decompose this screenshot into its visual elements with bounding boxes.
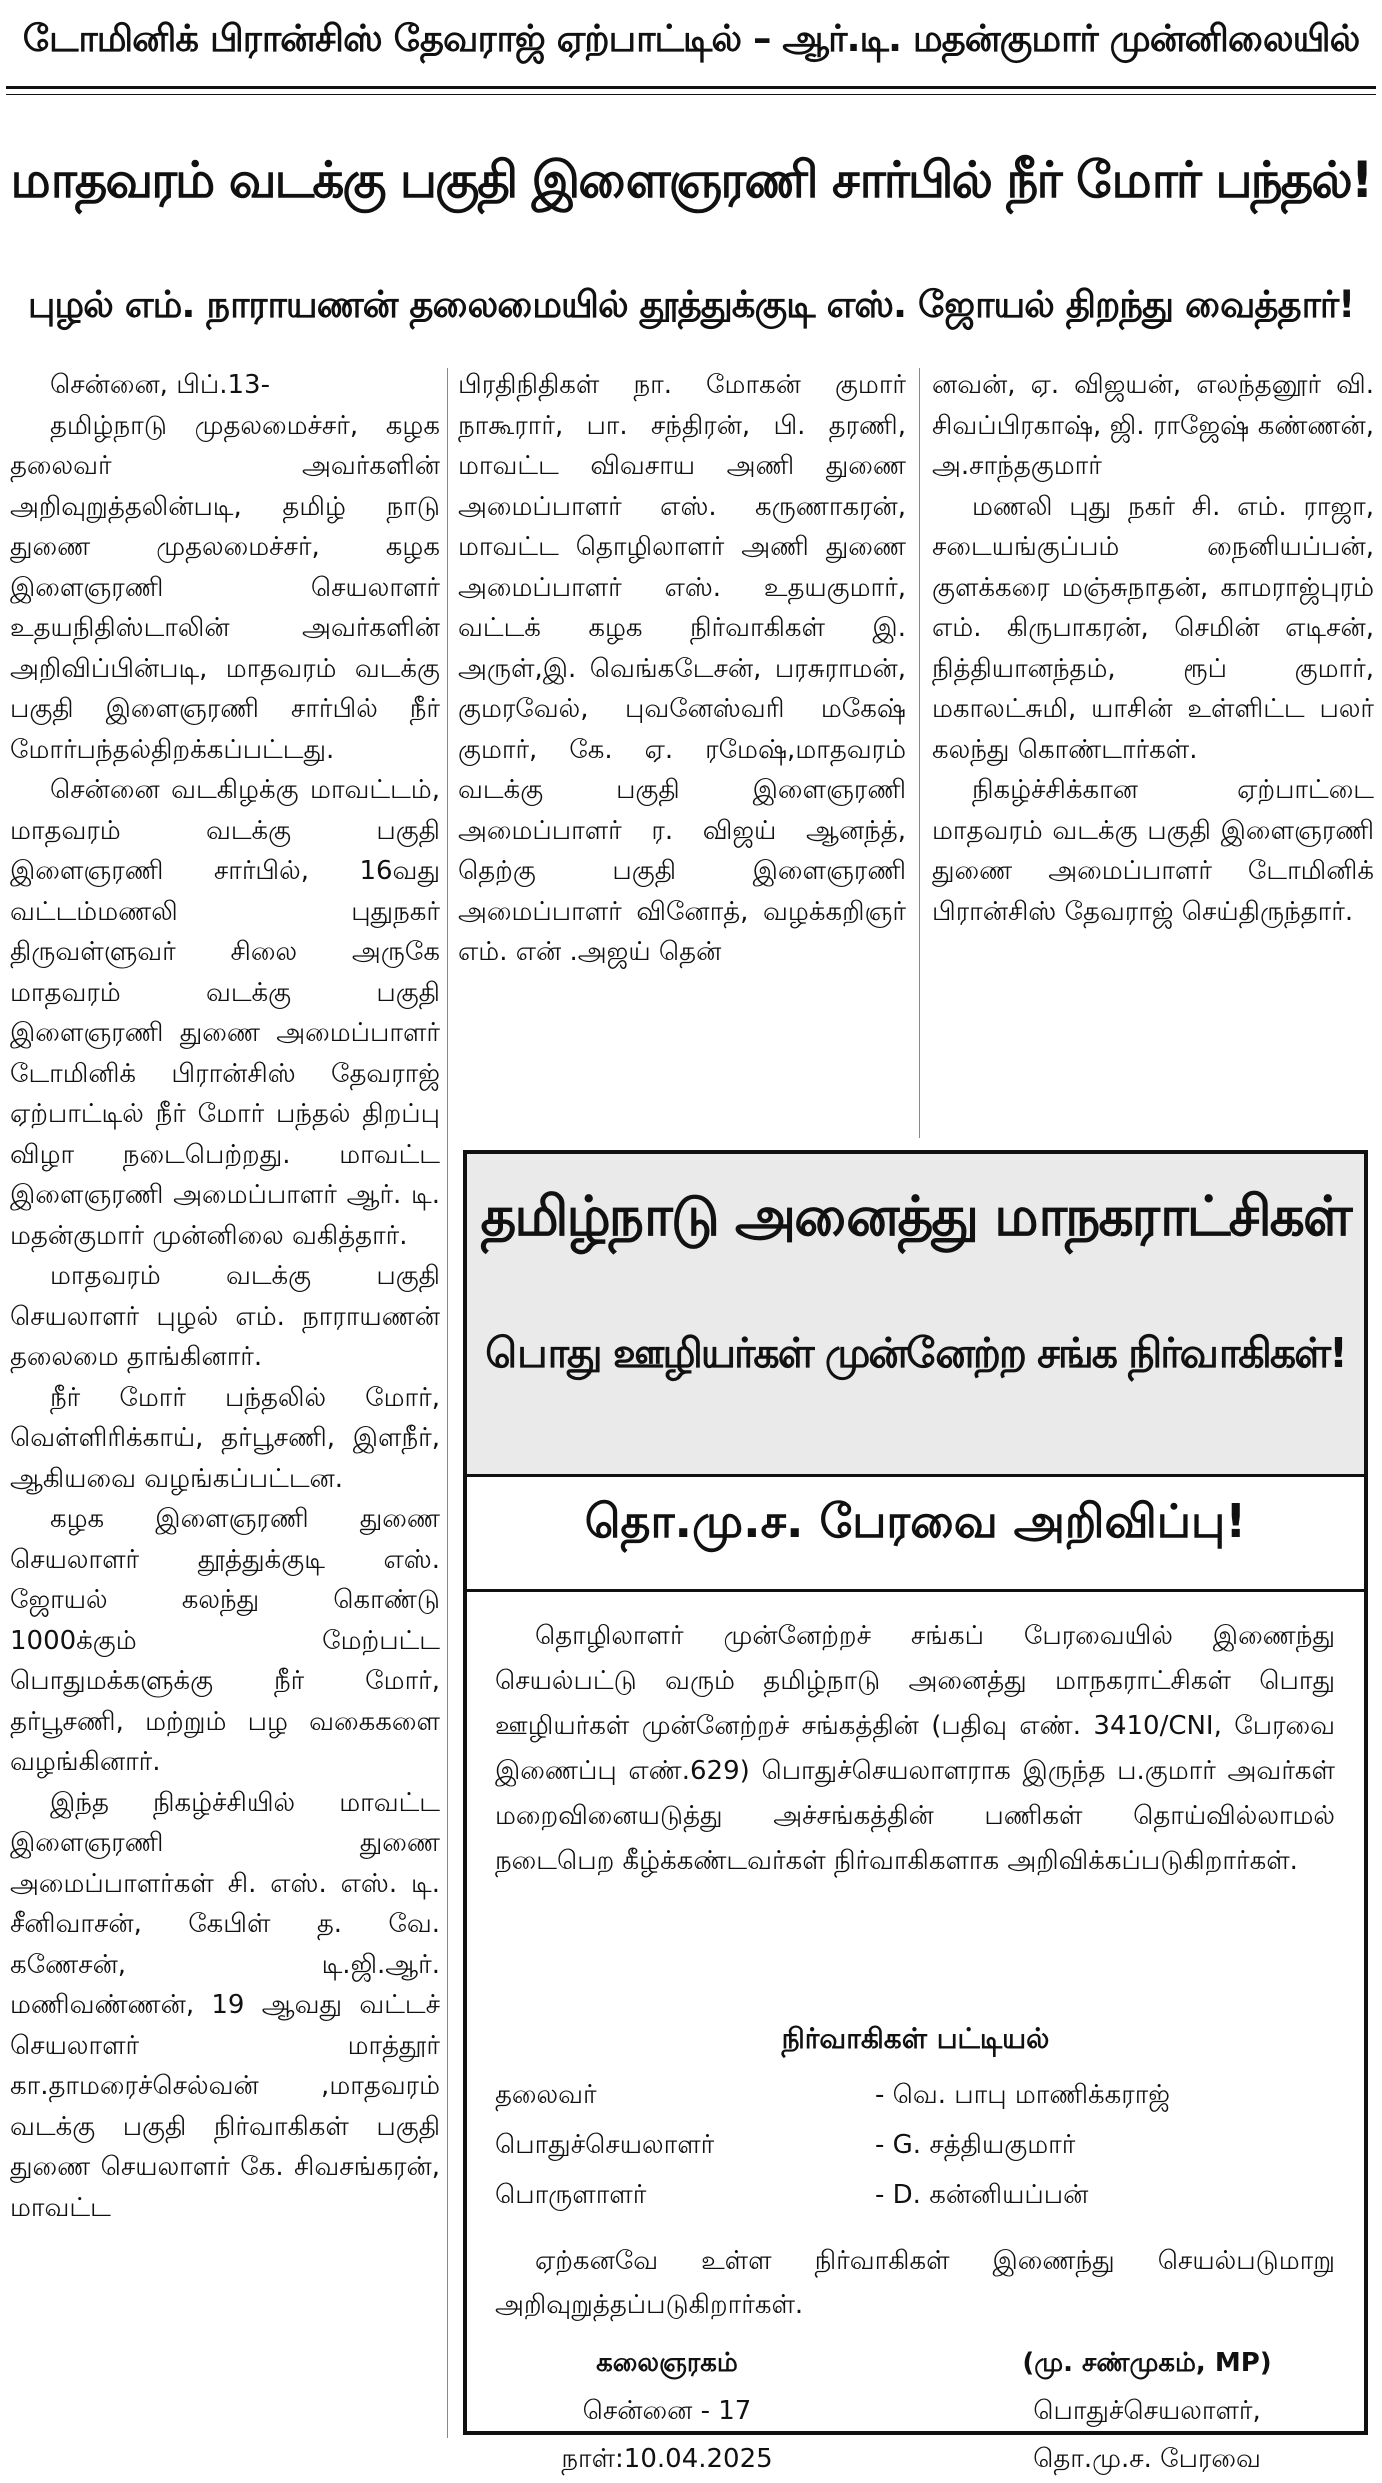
notice-date: நாள்:10.04.2025: [561, 2444, 773, 2474]
paragraph: கழக இளைஞரணி துணை செயலாளர் தூத்துக்குடி எஸ். ஜோயல் கலந்து கொண்டு 1000க்கும் மேற்பட்ட பொதுமக்களுக்கு நீர் மோர், தர்பூசணி, மற்றும் பழ வகைகளை வழங்கினார்.: [10, 1504, 440, 1777]
officers-list: [495, 2074, 1335, 2224]
notice-body: [495, 1614, 1335, 1884]
closing-paragraph: ஏற்கனவே உள்ள நிர்வாகிகள் இணைந்து செயல்படுமாறு அறிவுறுத்தப்படுகிறார்கள்.: [495, 2246, 1335, 2320]
officer-role: பொதுச்செயலாளர்: [495, 2130, 715, 2160]
notice-box: [463, 1150, 1368, 2474]
officer-row: [495, 2074, 1335, 2124]
officer-name: - D. கன்னியப்பன்: [875, 2180, 1089, 2210]
paragraph: மாதவரம் வடக்கு பகுதி செயலாளர் புழல் எம். நாராயணன் தலைமை தாங்கினார்.: [10, 1261, 440, 1372]
paragraph: தமிழ்நாடு முதலமைச்சர், கழக தலைவர் அவர்களின் அறிவுறுத்தலின்படி, தமிழ் நாடு துணை முதலமைச்சர், கழக இளைஞரணி செயலாளர் உதயநிதிஸ்டாலின் அவர்களின் அறிவிப்பின்படி, மாதவரம் வடக்கு பகுதி இளைஞரணி சார்பில் நீர் மோர்பந்தல்திறக்கப்பட்டது.: [10, 410, 440, 765]
dateline: சென்னை, பிப்.13-: [50, 370, 270, 400]
officer-row: [495, 2174, 1335, 2224]
subheadline: புழல் எம். நாராயணன் தலைமையில் தூத்துக்குடி எஸ். ஜோயல் திறந்து வைத்தார்!: [27, 283, 1355, 326]
signature-left: [487, 2339, 847, 2483]
headline: மாதவரம் வடக்கு பகுதி இளைஞரணி சார்பில் நீர் மோர் பந்தல்!: [10, 150, 1372, 209]
office-name: கலைஞரகம்: [596, 2348, 738, 2378]
signature-right: [967, 2339, 1327, 2483]
notice-paragraph: தொழிலாளர் முன்னேற்றச் சங்கப் பேரவையில் இணைந்து செயல்பட்டு வரும் தமிழ்நாடு அனைத்து மாநகராட்சிகள் பொது ஊழியர்கள் முன்னேற்றச் சங்கத்தின் (பதிவு எண். 3410/CNI, பேரவை இணைப்பு எண்.629) பொதுச்செயலாளராக இருந்த ப.குமார் அவர்கள் மறைவினையடுத்து அச்சங்கத்தின் பணிகள் தொய்வில்லாமல் நடைபெற கீழ்க்கண்டவர்கள் நிர்வாகிகளாக அறிவிக்கப்படுகிறார்கள்.: [495, 1621, 1335, 1876]
top-rule: [6, 86, 1376, 89]
paragraph: நீர் மோர் பந்தலில் மோர், வெள்ளிரிக்காய், தர்பூசணி, இளநீர், ஆகியவை வழங்கப்பட்டன.: [10, 1382, 440, 1494]
signatory-org: தொ.மு.ச. பேரவை: [1033, 2444, 1261, 2474]
paragraph: னவன், ஏ. விஜயன், எலந்தனூர் வி. சிவப்பிரகாஷ், ஜி. ராஜேஷ் கண்ணன், அ.சாந்தகுமார்: [932, 370, 1374, 481]
office-city: சென்னை - 17: [582, 2396, 752, 2426]
officer-role: பொருளாளர்: [495, 2180, 647, 2210]
column-divider: [919, 368, 920, 1138]
column-divider: [447, 368, 448, 2438]
officer-role: தலைவர்: [495, 2080, 597, 2110]
notice-title-1: தமிழ்நாடு அனைத்து மாநகராட்சிகள்: [480, 1184, 1351, 1248]
paragraph: இந்த நிகழ்ச்சியில் மாவட்ட இளைஞரணி துணை அமைப்பாளர்கள் சி. எஸ். எஸ். டி. சீனிவாசன், கேபிள் த. வே. கணேசன், டி.ஜி.ஆர். மணிவண்ணன், 19 ஆவது வட்டச் செயலாளர் மாத்தூர் கா.தாமரைச்செல்வன் ,மாதவரம் வடக்கு பகுதி நிர்வாகிகள் பகுதி துணை செயலாளர் கே. சிவசங்கரன், மாவட்ட: [10, 1787, 440, 2223]
article-column-2: [458, 365, 906, 973]
officers-list-title: நிர்வாகிகள் பட்டியல்: [781, 2022, 1050, 2055]
notice-title-3: தொ.மு.ச. பேரவை அறிவிப்பு!: [584, 1494, 1247, 1548]
notice-header: [467, 1154, 1364, 1477]
signatory-name: (மு. சண்முகம், MP): [1022, 2348, 1272, 2378]
top-rule-thin: [6, 94, 1376, 95]
article-column-1: [10, 365, 440, 2228]
notice-title-2: பொது ஊழியர்கள் முன்னேற்ற சங்க நிர்வாகிகள்!: [485, 1329, 1346, 1377]
paragraph: சென்னை வடகிழக்கு மாவட்டம், மாதவரம் வடக்கு பகுதி இளைஞரணி சார்பில், 16வது வட்டம்மணலி புதுநகர் திருவள்ளுவர் சிலை அருகே மாதவரம் வடக்கு பகுதி இளைஞரணி துணை அமைப்பாளர் டோமினிக் பிரான்சிஸ் தேவராஜ் ஏற்பாட்டில் நீர் மோர் பந்தல் திறப்பு விழா நடைபெற்றது. மாவட்ட இளைஞரணி அமைப்பாளர் ஆர். டி. மதன்குமார் முன்னிலை வகித்தார்.: [10, 775, 440, 1251]
paragraph: மணலி புது நகர் சி. எம். ராஜா, சடையங்குப்பம் நைனியப்பன், குளக்கரை மஞ்சுநாதன், காமராஜ்புரம் எம். கிருபாகரன், செமின் எடிசன், நித்தியானந்தம், ரூப் குமார், மகாலட்சுமி, யாசின் உள்ளிட்ட பலர் கலந்து கொண்டார்கள்.: [932, 491, 1374, 765]
officer-row: [495, 2124, 1335, 2174]
signatory-title: பொதுச்செயலாளர்,: [1033, 2396, 1261, 2426]
notice-closing: [495, 2239, 1335, 2327]
officer-name: - வெ. பாபு மாணிக்கராஜ்: [875, 2080, 1170, 2110]
paragraph: நிகழ்ச்சிக்கான ஏற்பாட்டை மாதவரம் வடக்கு பகுதி இளைஞரணி துணை அமைப்பாளர் டோமினிக் பிரான்சிஸ் தேவராஜ் செய்திருந்தார்.: [932, 775, 1374, 927]
kicker-line: டோமினிக் பிரான்சிஸ் தேவராஜ் ஏற்பாட்டில் – ஆர்.டி. மதன்குமார் முன்னிலையில்: [22, 17, 1360, 60]
article-column-3: [932, 365, 1374, 932]
paragraph: பிரதிநிதிகள் நா. மோகன் குமார் நாகூரார், பா. சந்திரன், பி. தரணி, மாவட்ட விவசாய அணி துணை அமைப்பாளர் எஸ். கருணாகரன், மாவட்ட தொழிலாளர் அணி துணை அமைப்பாளர் எஸ். உதயகுமார், வட்டக் கழக நிர்வாகிகள் இ. அருள்,இ. வெங்கடேசன், பரசுராமன், குமரவேல், புவனேஸ்வரி மகேஷ் குமார், கே. ஏ. ரமேஷ்,மாதவரம் வடக்கு பகுதி இளைஞரணி அமைப்பாளர் ர. விஜய் ஆனந்த், தெற்கு பகுதி இளைஞரணி அமைப்பாளர் வினோத், வழக்கறிஞர் எம். என் .அஜய் தென்: [458, 370, 906, 967]
notice-divider: [467, 1589, 1364, 1592]
officer-name: - G. சத்தியகுமார்: [875, 2130, 1076, 2160]
